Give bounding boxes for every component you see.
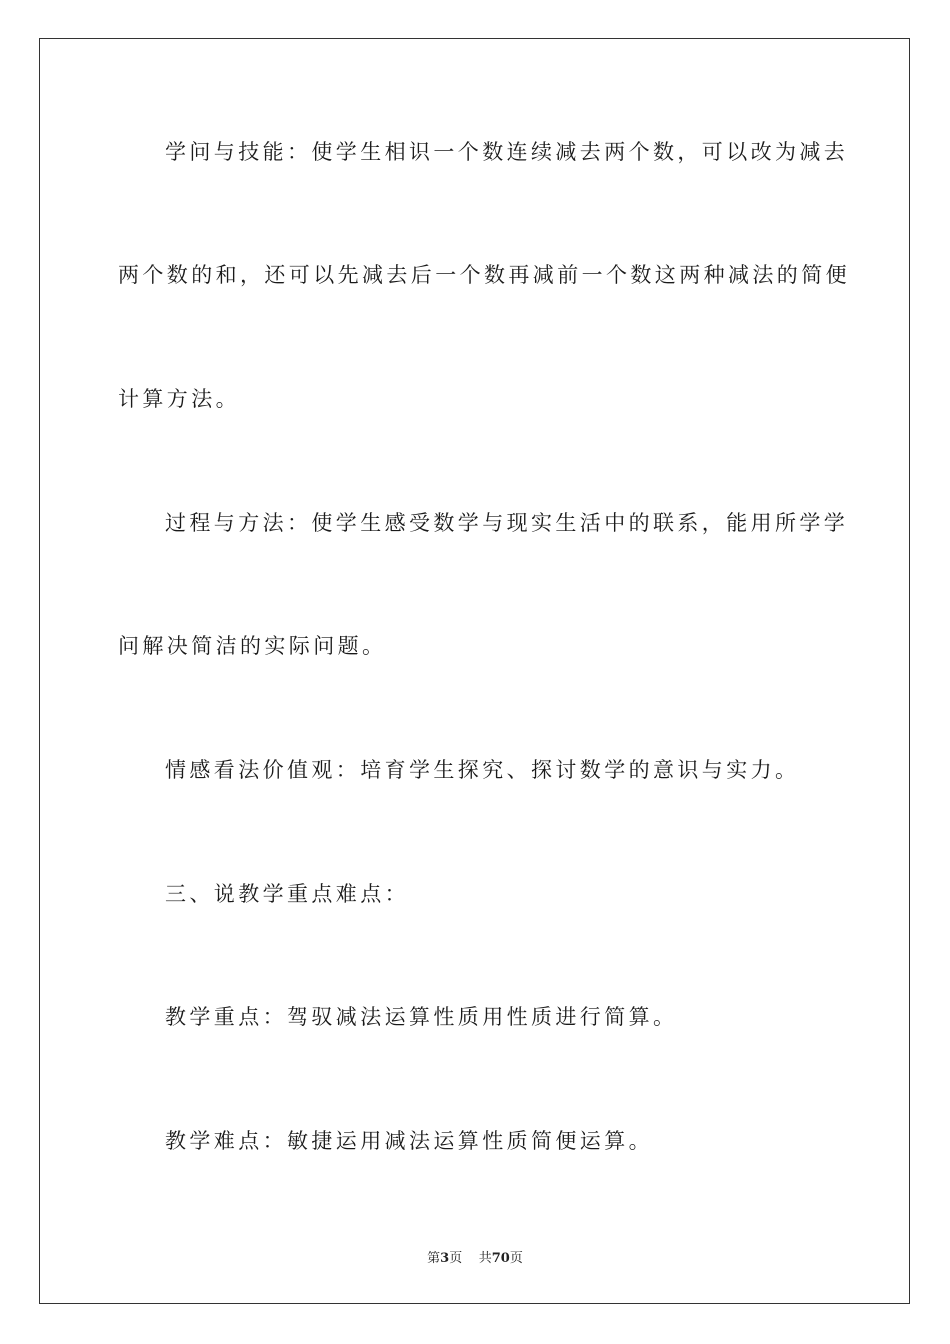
section-heading-key-points: 三、说教学重点难点： [165,882,409,906]
footer-total-suffix: 页 [509,1251,523,1266]
paragraph-teaching-focus: 教学重点：驾驭减法运算性质用性质进行简算。 [165,1005,678,1029]
footer-page-prefix: 第 [427,1251,441,1266]
footer-total-pages: 70 [491,1251,510,1266]
page-footer [0,1247,950,1266]
paragraph-knowledge-line-3: 计算方法。 [118,387,240,411]
paragraph-attitude: 情感看法价值观：培育学生探究、探讨数学的意识与实力。 [165,758,800,782]
footer-page-number: 3 [440,1251,450,1266]
footer-page-suffix: 页 [449,1251,463,1266]
paragraph-knowledge-line-1: 学问与技能：使学生相识一个数连续减去两个数，可以改为减去 [165,140,849,164]
paragraph-knowledge-line-2: 两个数的和，还可以先减去后一个数再减前一个数这两种减法的简便 [118,263,850,287]
paragraph-process-line-1: 过程与方法：使学生感受数学与现实生活中的联系，能用所学学 [165,511,849,535]
page-border [39,38,910,1304]
paragraph-teaching-difficulty: 教学难点：敏捷运用减法运算性质简便运算。 [165,1129,653,1153]
paragraph-process-line-2: 问解决简洁的实际问题。 [118,634,387,658]
footer-total-prefix: 共 [478,1251,492,1266]
